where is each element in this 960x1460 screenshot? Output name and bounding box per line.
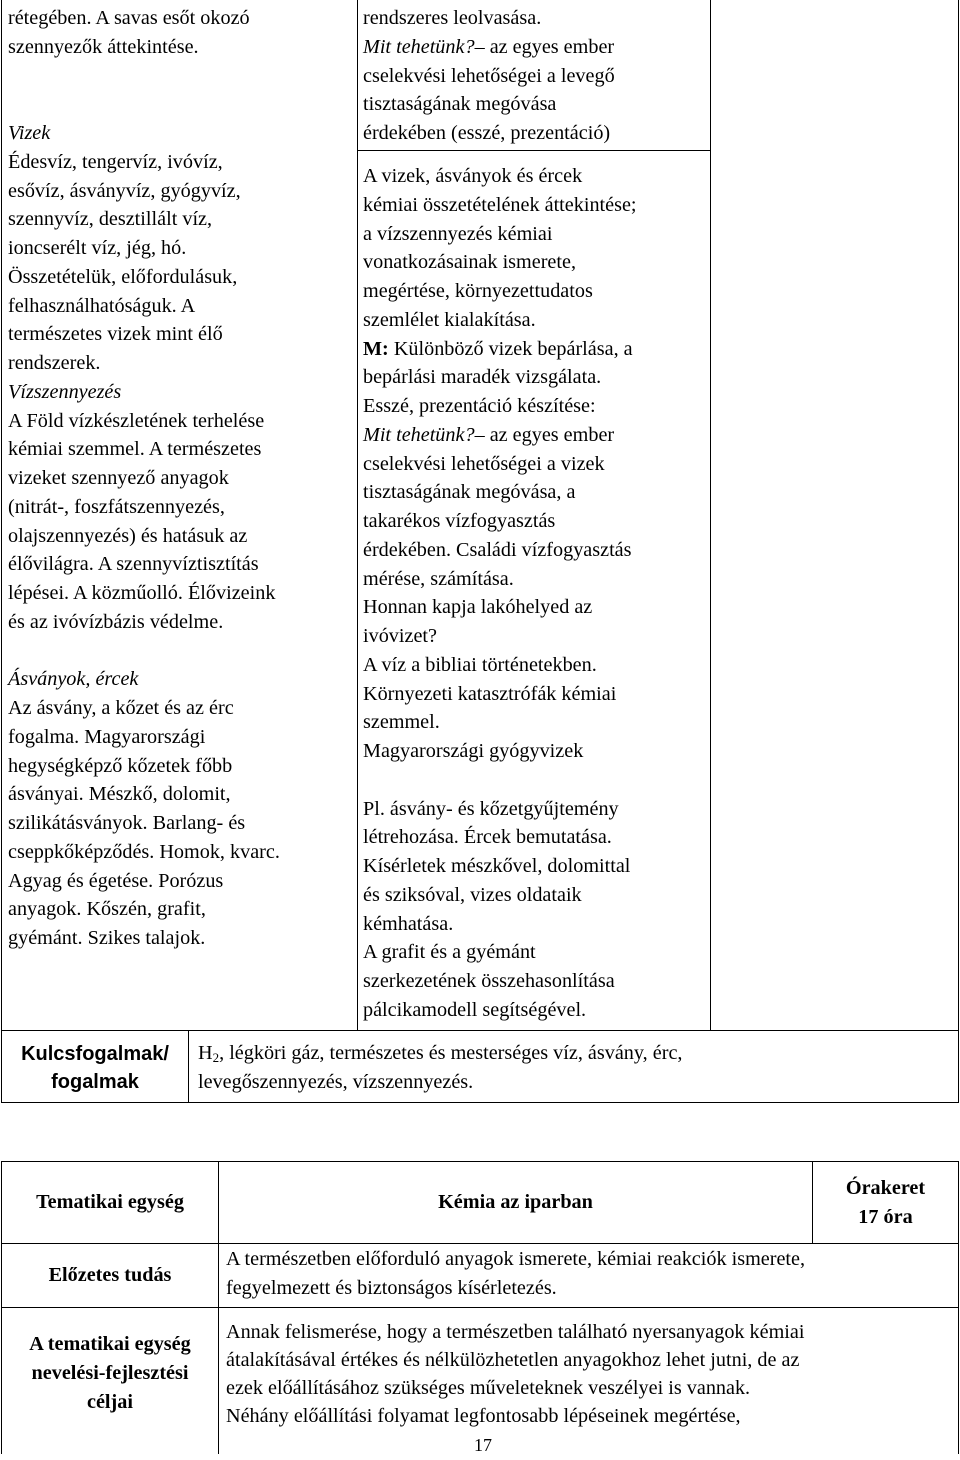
- text-line: Édesvíz, tengervíz, ivóvíz,: [8, 150, 223, 173]
- celok-line4: Néhány előállítási folyamat legfontosabb lépéseinek megértése,: [226, 1405, 741, 1427]
- celok-label-line1: A tematikai egység: [29, 1333, 191, 1355]
- kulcs-label-line2: fogalmak: [51, 1071, 139, 1093]
- text-line: megértése, környezettudatos: [363, 280, 593, 302]
- text-line: rétegében. A savas esőt okozó: [8, 7, 250, 29]
- text-line: szerkezetének összehasonlítása: [363, 970, 615, 992]
- kulcsfogalmak-line1: [198, 1039, 682, 1068]
- celok-line1: Annak felismerése, hogy a természetben található nyersanyagok kémiai: [226, 1321, 805, 1343]
- text-line: cselekvési lehetőségei a levegő: [363, 64, 615, 87]
- row-divider-2: [1, 1030, 959, 1031]
- text-line: ivóvizet?: [363, 625, 437, 647]
- text-line: Összetételük, előfordulásuk,: [8, 265, 238, 288]
- text-line: élővilágra. A szennyvíztisztítás: [8, 553, 259, 576]
- celok-line3: ezek előállításához szükséges műveleteknek veszélyei is vannak.: [226, 1377, 751, 1399]
- celok-label-line2: nevelési-fejlesztési: [31, 1361, 189, 1384]
- text-line: ásványai. Mészkő, dolomit,: [8, 783, 231, 806]
- table-border-left: [1, 0, 2, 1103]
- text-line: A grafit és a gyémánt: [363, 941, 536, 964]
- unit-table-top: [1, 1161, 959, 1162]
- text-line: felhasználhatóságuk. A: [8, 294, 196, 317]
- text-line: érdekében. Családi vízfogyasztás: [363, 538, 632, 561]
- page-number: 17: [474, 1435, 492, 1455]
- text-line: cseppkőképződés. Homok, kvarc.: [8, 840, 280, 863]
- text-line: ioncserélt víz, jég, hó.: [8, 237, 187, 259]
- table-border-right: [958, 0, 959, 1103]
- text-line: és sziksóval, vizes oldataik: [363, 883, 582, 906]
- text-line: cselekvési lehetőségei a vizek: [363, 452, 605, 475]
- text-line: szemmel.: [363, 711, 440, 734]
- tematikai-egyseg-title: Kémia az iparban: [438, 1191, 593, 1213]
- text-line: hegységképző kőzetek főbb: [8, 754, 233, 777]
- text-line: A vizek, ásványok és ércek: [363, 165, 583, 187]
- h-subscript: 2: [212, 1050, 220, 1065]
- text-line: Vizek: [8, 122, 51, 144]
- text-line: szennyvíz, desztillált víz,: [8, 208, 213, 231]
- text-line: Ásványok, ércek: [8, 668, 139, 691]
- text-line: takarékos vízfogyasztás: [363, 510, 556, 532]
- text-line: olajszennyezés) és hatásuk az: [8, 524, 248, 547]
- text-line: szilikátásványok. Barlang- és: [8, 812, 246, 834]
- text-line: Agyag és égetése. Porózus: [8, 869, 224, 892]
- text-line: anyagok. Kőszén, grafit,: [8, 898, 206, 921]
- orakeret-value: 17 óra: [858, 1206, 913, 1228]
- celok-label-line3: céljai: [87, 1390, 133, 1413]
- text-line: Vízszennyezés: [8, 380, 122, 403]
- text-line: esővíz, ásványvíz, gyógyvíz,: [8, 179, 241, 202]
- text-line: fogalma. Magyarországi: [8, 725, 206, 748]
- text-line: tisztaságának megóvása: [363, 93, 557, 116]
- text-line: természetes vizek mint élő: [8, 323, 223, 346]
- text-line: érdekében (esszé, prezentáció): [363, 122, 611, 144]
- tematikai-egyseg-label: Tematikai egység: [36, 1191, 184, 1213]
- text-line: a vízszennyezés kémiai: [363, 222, 553, 245]
- text-line: Mit tehetünk?– az egyes ember: [363, 423, 615, 446]
- kulcs-divider: [188, 1030, 189, 1103]
- text-line: Környezeti katasztrófák kémiai: [363, 682, 617, 705]
- text-line: kémiai szemmel. A természetes: [8, 438, 262, 461]
- text-line: pálcikamodell segítségével.: [363, 998, 587, 1021]
- text-line: Mit tehetünk?– az egyes ember: [363, 35, 615, 58]
- text-line: rendszerek.: [8, 352, 101, 374]
- text-line: Esszé, prezentáció készítése:: [363, 395, 596, 417]
- text-line: és az ivóvízbázis védelme.: [8, 610, 224, 633]
- text-line: Magyarországi gyógyvizek: [363, 740, 584, 762]
- text-line: vizeket szennyező anyagok: [8, 467, 229, 489]
- text-line: A Föld vízkészletének terhelése: [8, 409, 265, 432]
- kulcs-line1-rest: , légköri gáz, természetes és mesterséges víz, ásvány, érc,: [219, 1042, 683, 1064]
- bold-lead: M:: [363, 337, 389, 360]
- elozetes-tudas-label: Előzetes tudás: [48, 1264, 172, 1286]
- text-line: rendszeres leolvasása.: [363, 7, 542, 29]
- text-line: M: Különböző vizek bepárlása, a: [363, 337, 633, 360]
- unit-table-row1-bottom: [1, 1243, 959, 1244]
- h-symbol: H: [198, 1042, 213, 1064]
- text-line: bepárlási maradék vizsgálata.: [363, 366, 602, 389]
- table-border-right-inner: [710, 0, 711, 1030]
- row-divider-1: [357, 150, 711, 151]
- text-line: Az ásvány, a kőzet és az érc: [8, 697, 234, 719]
- unit-table-row2-bottom: [1, 1307, 959, 1308]
- kulcsfogalmak-label: [2, 1040, 188, 1096]
- text-line: lépései. A közműolló. Élővizeink: [8, 582, 276, 604]
- table-border-bottom: [1, 1102, 959, 1103]
- text-line: mérése, számítása.: [363, 567, 514, 590]
- text-line: A víz a bibliai történetekben.: [363, 653, 597, 676]
- orakeret-label: Órakeret: [845, 1177, 926, 1199]
- kulcsfogalmak-line2: levegőszennyezés, vízszennyezés.: [198, 1071, 474, 1093]
- text-line: szennyezők áttekintése.: [8, 35, 199, 58]
- italic-lead: Mit tehetünk?: [363, 423, 475, 446]
- text-line: létrehozása. Ércek bemutatása.: [363, 826, 612, 849]
- text-line: kémiai összetételének áttekintése;: [363, 193, 637, 216]
- table-border-mid: [357, 0, 358, 1030]
- kulcs-label-line1: Kulcsfogalmak/: [21, 1043, 169, 1065]
- text-line: vonatkozásainak ismerete,: [363, 251, 577, 274]
- text-line: Honnan kapja lakóhelyed az: [363, 596, 593, 619]
- elozetes-tudas-line2: fegyelmezett és biztonságos kísérletezés.: [226, 1277, 557, 1299]
- text-line: gyémánt. Szikes talajok.: [8, 927, 206, 949]
- text-line: tisztaságának megóvása, a: [363, 481, 576, 504]
- text-line: szemlélet kialakítása.: [363, 308, 536, 331]
- celok-label: [2, 1330, 218, 1416]
- elozetes-tudas-line1: A természetben előforduló anyagok ismerete, kémiai reakciók ismerete,: [226, 1248, 806, 1270]
- italic-lead: Mit tehetünk?: [363, 35, 475, 58]
- text-line: kémhatása.: [363, 912, 454, 935]
- text-line: Kísérletek mészkővel, dolomittal: [363, 855, 631, 877]
- celok-line2: átalakításával értékes és nélkülözhetetlen anyagokhoz lehet jutni, de az: [226, 1349, 800, 1371]
- text-line: Pl. ásvány- és kőzetgyűjtemény: [363, 797, 619, 820]
- text-line: (nitrát-, foszfátszennyezés,: [8, 495, 225, 518]
